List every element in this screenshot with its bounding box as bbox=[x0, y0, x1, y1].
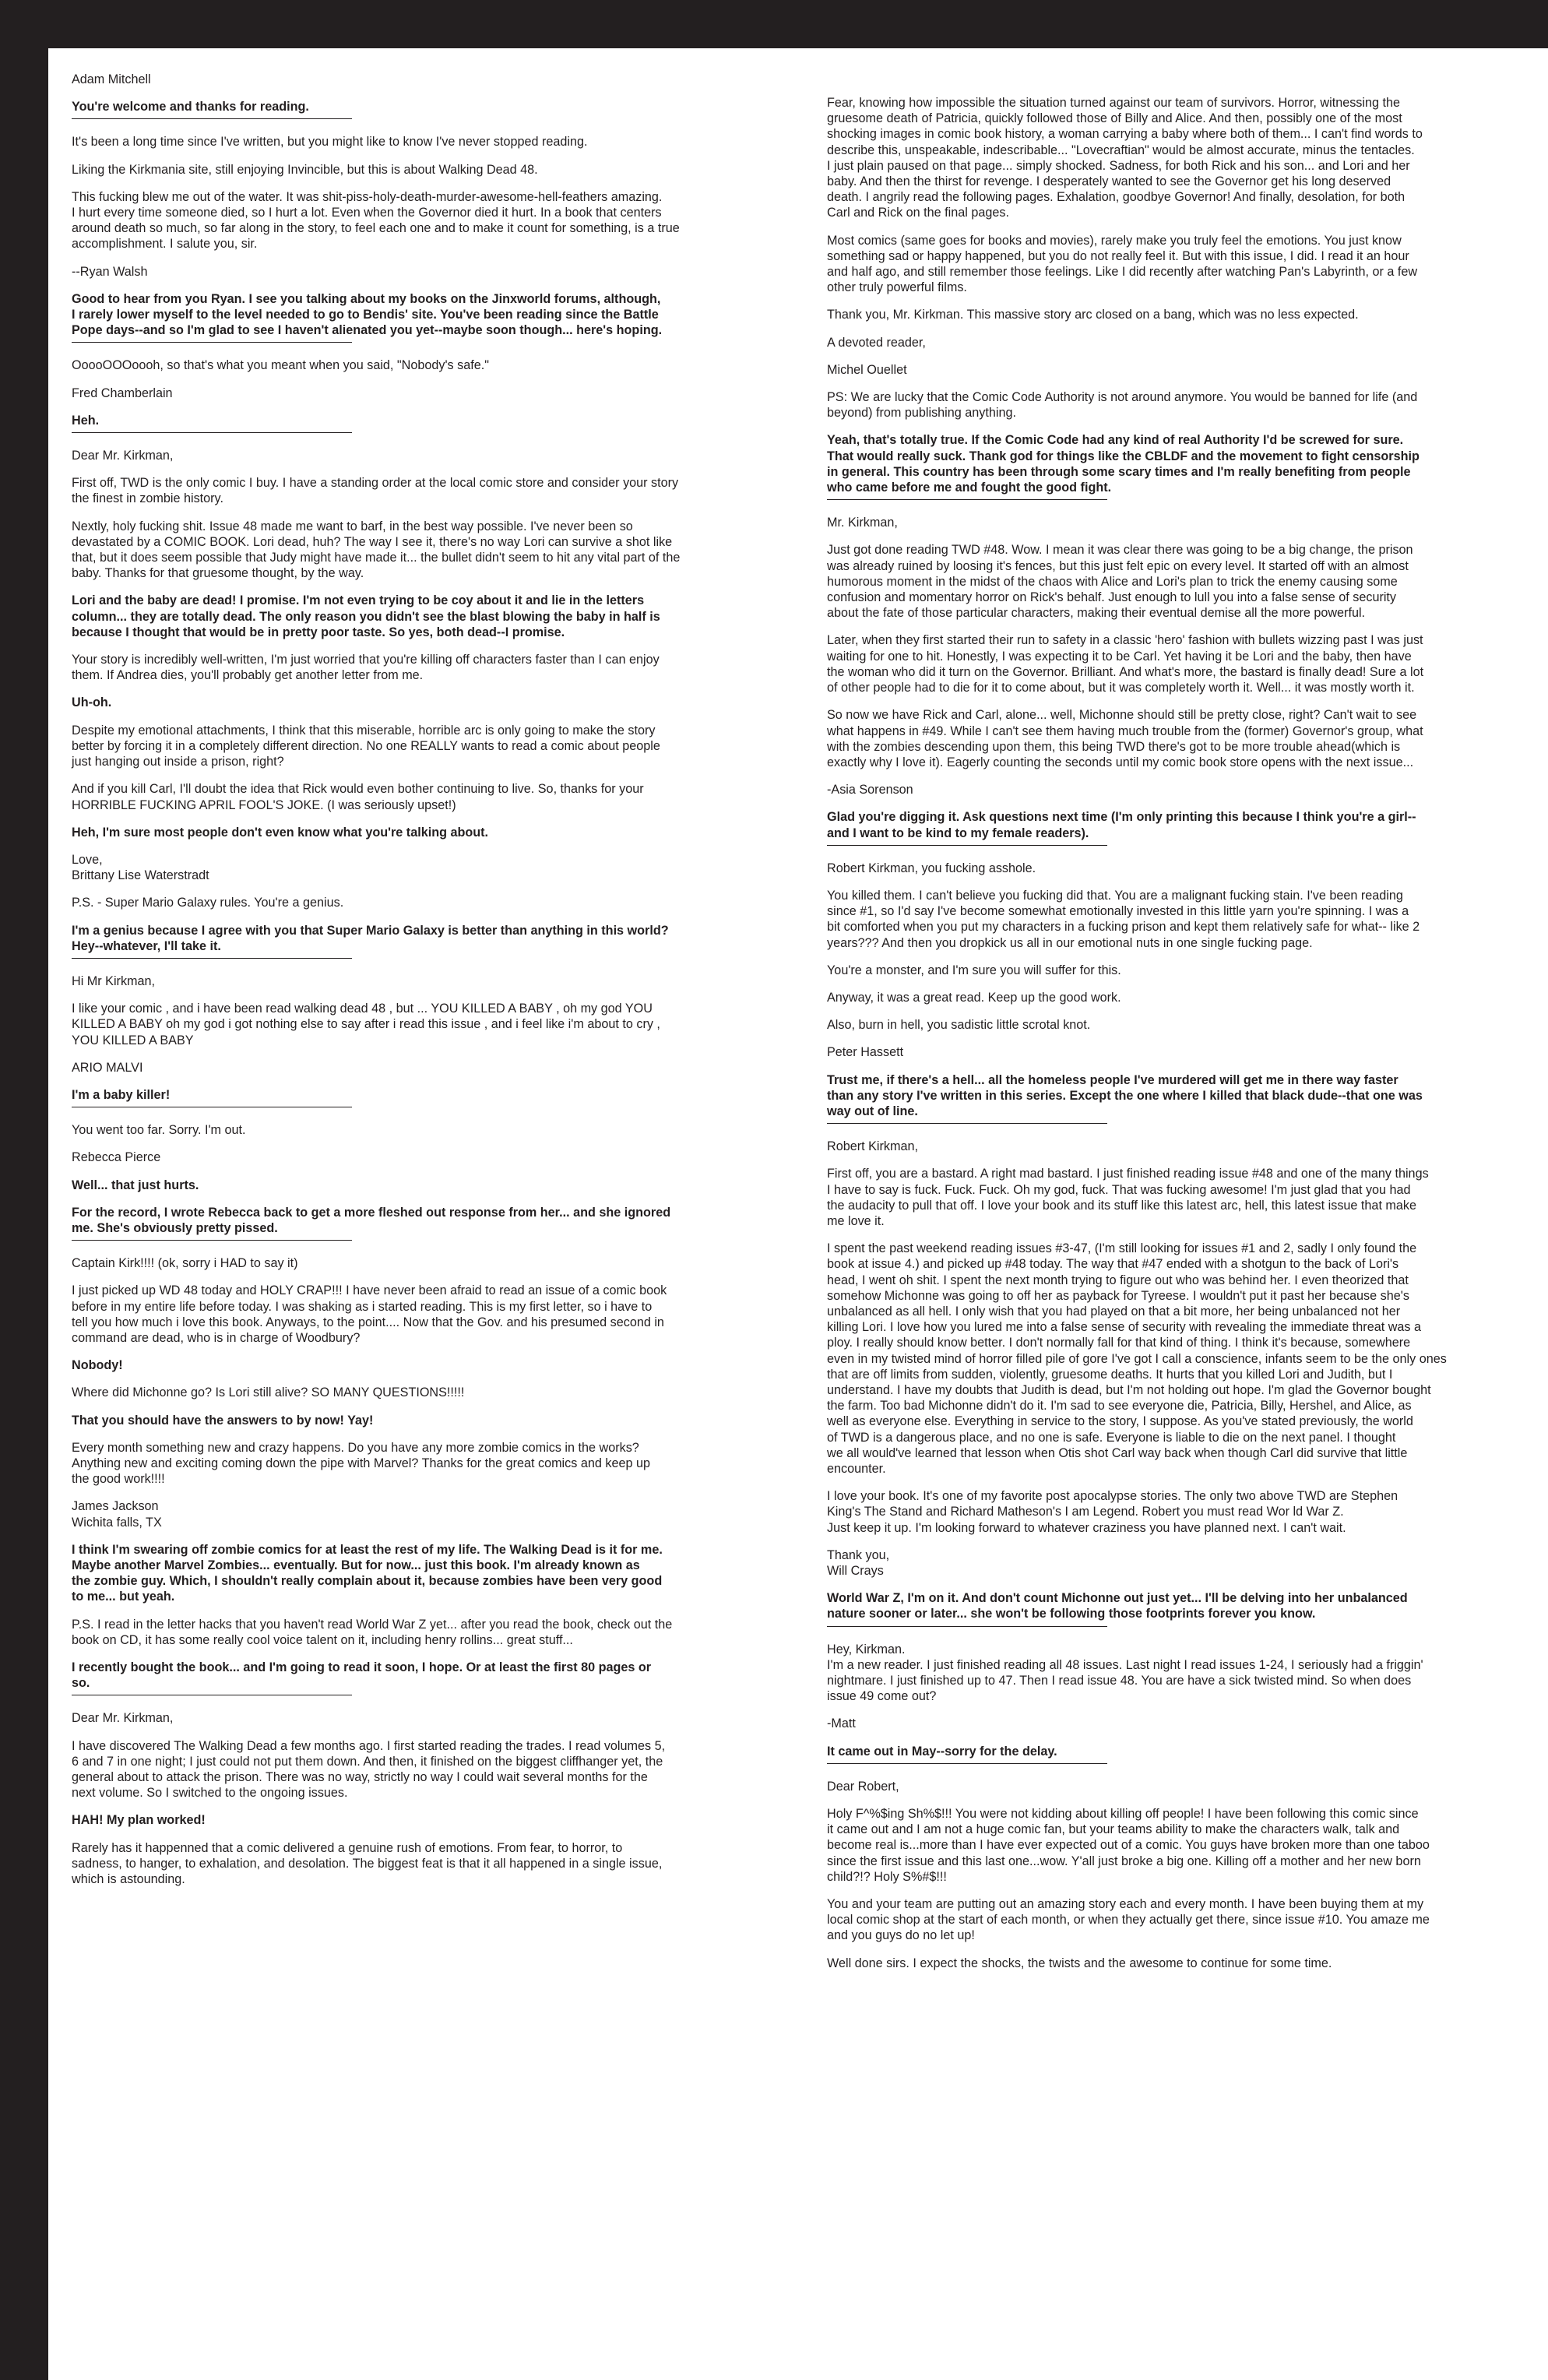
letter-paragraph: You killed them. I can't believe you fucking did that. You are a malignant fucking stain. I've been reading since #1, so I'd say I've become somewhat emotionally invested in this little yarn you're spinning. I was a bit comforted when you put my characters in a fucking prison and kept them relatively safe for what-- like 2 years??? And then you dropkick us all in our emotional nuts in one single fucking page. bbox=[827, 888, 1420, 950]
editor-reply: I'm a baby killer! bbox=[72, 1087, 171, 1102]
divider-rule bbox=[72, 958, 352, 959]
letter-paragraph: Captain Kirk!!!! (ok, sorry i HAD to say it) bbox=[72, 1256, 298, 1271]
letter-paragraph: I just picked up WD 48 today and HOLY CRAP!!! I have never been afraid to read an issue of a comic book before in my entire life before today. I was shaking as i started reading. This is my first letter, so i have to tell you how much i love this book. Anyways, to the point.... Now that the Gov. and his presumed second in command are dead, who is in charge of Woodbury? bbox=[72, 1283, 667, 1345]
editor-reply: Well... that just hurts. bbox=[72, 1178, 199, 1192]
letter-paragraph: Mr. Kirkman, bbox=[827, 516, 898, 530]
letter-paragraph: ARIO MALVI bbox=[72, 1060, 143, 1075]
letter-paragraph: Hey, Kirkman. I'm a new reader. I just finished reading all 48 issues. Last night I read issues 1-24, I seriously had a friggin' nightmare. I just finished up to 47. Then I read issue 48. You are have a sick twisted mind. So when does issue 49 come out? bbox=[827, 1642, 1423, 1704]
letter-paragraph: Love, Brittany Lise Waterstradt bbox=[72, 852, 209, 883]
letter-paragraph: A devoted reader, bbox=[827, 335, 926, 350]
letter-paragraph: Dear Robert, bbox=[827, 1779, 899, 1794]
letter-paragraph: You went too far. Sorry. I'm out. bbox=[72, 1123, 246, 1138]
letter-paragraph: First off, you are a bastard. A right mad bastard. I just finished reading issue #48 and one of the many things I have to say is fuck. Fuck. Fuck. Oh my god, fuck. That was fucking awesome! I'm just glad that you had the audacity to pull that off. I love your book and its stuff like this latest arc, hell, this latest issue that make me love it. bbox=[827, 1167, 1429, 1228]
letter-paragraph: Thank you, Mr. Kirkman. This massive story arc closed on a bang, which was no less expected. bbox=[827, 308, 1359, 322]
divider-rule bbox=[827, 499, 1107, 500]
editor-reply: I recently bought the book... and I'm going to read it soon, I hope. Or at least the first 80 pages or so. bbox=[72, 1660, 652, 1691]
letter-paragraph: Every month something new and crazy happens. Do you have any more zombie comics in the works? Anything new and exciting coming down the pipe with Marvel? Thanks for the great comics and keep up the good work!!!! bbox=[72, 1440, 650, 1487]
letter-paragraph: Robert Kirkman, you fucking asshole. bbox=[827, 861, 1036, 875]
letter-paragraph: You're a monster, and I'm sure you will suffer for this. bbox=[827, 963, 1121, 977]
editor-reply: Lori and the baby are dead! I promise. I'm not even trying to be coy about it and lie in the letters column... they are totally dead. The only reason you didn't see the blast blowing the baby in half is because I thought that would be in pretty poor taste. So yes, both dead--I promise. bbox=[72, 593, 660, 639]
letter-paragraph: Despite my emotional attachments, I think that this miserable, horrible arc is only going to make the story better by forcing it in a completely different direction. No one REALLY wants to read a comic about people just hanging out inside a prison, right? bbox=[72, 723, 660, 769]
letter-paragraph: First off, TWD is the only comic I buy. I have a standing order at the local comic store and consider your story the finest in zombie history. bbox=[72, 476, 679, 506]
editor-reply: World War Z, I'm on it. And don't count Michonne out just yet... I'll be delving into her unbalanced nature sooner or later... she won't be following those footprints forever you know. bbox=[827, 1591, 1408, 1621]
letter-paragraph: Liking the Kirkmania site, still enjoying Invincible, but this is about Walking Dead 48. bbox=[72, 162, 538, 177]
editor-reply: Uh-oh. bbox=[72, 695, 112, 710]
letter-paragraph: Nextly, holy fucking shit. Issue 48 made me want to barf, in the best way possible. I've never been so devastated by a COMIC BOOK. Lori dead, huh? The way I see it, there's no way Lori can survive a shot like that, but it does seem possible that Judy might have made it... the bullet didn't seem to hit any vital part of the baby. Thanks for that gruesome thought, by the way. bbox=[72, 519, 681, 581]
letter-paragraph: It's been a long time since I've written, but you might like to know I've never stopped reading. bbox=[72, 135, 588, 150]
letter-paragraph: Anyway, it was a great read. Keep up the good work. bbox=[827, 990, 1121, 1005]
letter-paragraph: I love your book. It's one of my favorite post apocalypse stories. The only two above TWD are Stephen King's The Stand and Richard Matheson's I am Legend. Robert you must read Wor ld War Z. Just keep it up. I'm looking forward to whatever craziness you have planned next. I can't wait. bbox=[827, 1489, 1398, 1535]
divider-rule bbox=[827, 845, 1107, 846]
letter-paragraph: So now we have Rick and Carl, alone... well, Michonne should still be pretty close, right? Can't wait to see what happens in #49. While I can't see them having much trouble from the (former) Governor's group, what with the zombies descending upon them, this being TWD there's got to be more trouble ahead(which is exactly why I love it). Eagerly counting the seconds until my comic book store opens with the next issue... bbox=[827, 708, 1423, 769]
editor-reply: Nobody! bbox=[72, 1358, 123, 1373]
left-column bbox=[72, 72, 772, 1899]
letter-paragraph: Thank you, Will Crays bbox=[827, 1547, 890, 1579]
letter-paragraph: Just got done reading TWD #48. Wow. I mean it was clear there was going to be a big change, the prison was already ruined by loosing it's fences, but this just felt epic on every level. It started off with an almost humorous moment in the midst of the chaos with Alice and Lori's plan to trick the enemy causing some confusion and momentary horror on Rick's behalf. Just enough to lull you into a false sense of security about the fate of those particular characters, making their eventual demise all the more powerful. bbox=[827, 543, 1413, 621]
letters-page bbox=[48, 48, 1548, 2380]
editor-reply: That you should have the answers to by now! Yay! bbox=[72, 1413, 374, 1428]
right-column bbox=[827, 95, 1512, 1983]
letter-paragraph: Adam Mitchell bbox=[72, 72, 151, 86]
letter-paragraph: Fred Chamberlain bbox=[72, 386, 173, 400]
letter-paragraph: Hi Mr Kirkman, bbox=[72, 973, 156, 988]
divider-rule bbox=[72, 1240, 352, 1241]
editor-reply: You're welcome and thanks for reading. bbox=[72, 100, 309, 114]
letter-paragraph: -Matt bbox=[827, 1716, 856, 1731]
letter-paragraph: Where did Michonne go? Is Lori still alive? SO MANY QUESTIONS!!!!! bbox=[72, 1385, 465, 1400]
letter-paragraph: P.S. - Super Mario Galaxy rules. You're a genius. bbox=[72, 896, 344, 910]
divider-rule bbox=[72, 432, 352, 433]
letter-paragraph: OoooOOOoooh, so that's what you meant when you said, "Nobody's safe." bbox=[72, 358, 489, 373]
editor-reply: It came out in May--sorry for the delay. bbox=[827, 1744, 1057, 1759]
letter-paragraph: I spent the past weekend reading issues #3-47, (I'm still looking for issues #1 and 2, sadly I only found the book at issue 4.) and picked up #48 today. The way that #47 ended with a shotgun to the back of Lori's head, I went oh shit. I spent the next month trying to figure out who was behind her. I even theorized that somehow Michonne was going to off her as payback for Tyreese. I wouldn't put it past her because she's unbalanced as all hell. I only wish that you had played on that a bit more, her being unbalanced not her killing Lori. I love how you lured me into a false sense of security with revealing the immediate threat was a ploy. I really should know better. I don't normally fall for that kind of thing. I think it's because, somewhere even in my twisted mind of horror filled pile of gore I've got I call a conscience, infants seem to be the only ones that are off limits from sudden, violently, gruesome deaths. It hurts that you killed Lori and Judith, but I understand. I have my doubts that Judith is dead, but I'm not holding out hope. I'm glad the Governor bought the farm. Too bad Michonne didn't do it. I'm sad to see everyone die, Patricia, Billy, Hershel, and Alice, as well as everyone else. Everything in service to the story, I suppose. As you've stated previously, the world of TWD is a dangerous place, and no one is safe. Everyone is liable to die on the next panel. I thought we all would've learned that lesson when Otis shot Carl way back when though Carl did survive that little encounter. bbox=[827, 1241, 1447, 1477]
letter-paragraph: James Jackson Wichita falls, TX bbox=[72, 1499, 162, 1530]
letter-paragraph: --Ryan Walsh bbox=[72, 264, 148, 279]
letter-paragraph: Dear Mr. Kirkman, bbox=[72, 1711, 174, 1726]
editor-reply: Good to hear from you Ryan. I see you talking about my books on the Jinxworld forums, although, I rarely lower myself to the level needed to go to Bendis' site. You've been reading since the Battle Pope days--and so I'm glad to see I haven't alienated you yet--maybe soon though... here's hoping. bbox=[72, 291, 663, 338]
letter-paragraph: And if you kill Carl, I'll doubt the idea that Rick would even bother continuing to live. So, thanks for your HORRIBLE FUCKING APRIL FOOL'S JOKE. (I was seriously upset!) bbox=[72, 782, 644, 812]
divider-rule bbox=[827, 1123, 1107, 1124]
editor-reply: Trust me, if there's a hell... all the homeless people I've murdered will get me in there way faster than any story I've written in this series. Except the one where I killed that black dude--that one was way out of line. bbox=[827, 1072, 1423, 1118]
letter-paragraph: I like your comic , and i have been read walking dead 48 , but ... YOU KILLED A BABY , oh my god YOU KILLED A BABY oh my god i got nothing else to say after i read this issue , and i feel like i'm about to cry , YOU KILLED A BABY bbox=[72, 1002, 660, 1047]
editor-reply: Glad you're digging it. Ask questions next time (I'm only printing this because I think you're a girl-- and I want to be kind to my female readers). bbox=[827, 810, 1416, 840]
editor-reply: Heh, I'm sure most people don't even know what you're talking about. bbox=[72, 825, 489, 840]
editor-reply: Yeah, that's totally true. If the Comic Code had any kind of real Authority I'd be screwed for sure. That would really suck. Thank god for things like the CBLDF and the movement to fight censorship in general. This country has been through some scary times and I'm really benefiting from people who came before me and fought the good fight. bbox=[827, 433, 1420, 495]
divider-rule bbox=[72, 118, 352, 119]
letter-paragraph: You and your team are putting out an amazing story each and every month. I have been buying them at my local comic shop at the start of each month, or when they actually get there, since issue #10. You amaze me and you guys do no let up! bbox=[827, 1897, 1430, 1943]
editor-reply: For the record, I wrote Rebecca back to get a more fleshed out response from her... and she ignored me. She's obviously pretty pissed. bbox=[72, 1205, 671, 1235]
letter-paragraph: Later, when they first started their run to safety in a classic 'hero' fashion with bullets wizzing past I was just waiting for one to hit. Honestly, I was expecting it to be Carl. Yet having it be Lori and the baby, then have the woman who did it turn on the Governor. Brilliant. And what's more, the bastard is finally dead! Sure a lot of other people had to die for it to come about, but it was completely worth it. Well... it was mostly worth it. bbox=[827, 633, 1424, 695]
letter-paragraph: P.S. I read in the letter hacks that you haven't read World War Z yet... after you read the book, check out the book on CD, it has some really cool voice talent on it, including henry rollins... great stuff... bbox=[72, 1617, 673, 1647]
divider-rule bbox=[72, 342, 352, 343]
letter-paragraph: Rarely has it happenned that a comic delivered a genuine rush of emotions. From fear, to horror, to sadness, to hanger, to exhalation, and desolation. The biggest feat is that it all happened in a single issue, which is astounding. bbox=[72, 1840, 663, 1887]
letter-paragraph: Dear Mr. Kirkman, bbox=[72, 449, 174, 463]
letter-paragraph: Michel Ouellet bbox=[827, 362, 907, 377]
editor-reply: I think I'm swearing off zombie comics for at least the rest of my life. The Walking Dead is it for me. Maybe another Marvel Zombies... eventually. But for now... just this book. I'm already known as the zombie guy. Which, I shouldn't really complain about it, because zombies have been very good to me... but yeah. bbox=[72, 1542, 663, 1604]
letter-paragraph: Well done sirs. I expect the shocks, the twists and the awesome to continue for some time. bbox=[827, 1956, 1332, 1970]
editor-reply: Heh. bbox=[72, 413, 100, 428]
divider-rule bbox=[827, 1763, 1107, 1764]
letter-paragraph: Robert Kirkman, bbox=[827, 1139, 918, 1154]
letter-paragraph: This fucking blew me out of the water. It was shit-piss-holy-death-murder-awesome-hell-feathers amazing. I hurt every time someone died, so I hurt a lot. Even when the Governor died it hurt. In a book that centers around death so much, so far along in the story, to feel each one and to make it count for something, is a true accomplishment. I salute you, sir. bbox=[72, 189, 680, 252]
letter-paragraph: -Asia Sorenson bbox=[827, 783, 913, 797]
letter-paragraph: Rebecca Pierce bbox=[72, 1150, 161, 1165]
letter-paragraph: PS: We are lucky that the Comic Code Authority is not around anymore. You would be banned for life (and beyond) from publishing anything. bbox=[827, 390, 1418, 421]
letter-paragraph: Fear, knowing how impossible the situation turned against our team of survivors. Horror, witnessing the gruesome death of Patricia, quickly followed those of Billy and Alice. And then, possibly one of the most shocking images in comic book history, a woman carrying a baby where both of them... I can't find words to describe this, unspeakable, indescribable... "Lovecraftian" would be almost accurate, minus the tentacles. I just plain paused on that page... simply shocked. Sadness, for both Rick and his son... and Lori and her baby. And then the thirst for revenge. I desperately wanted to see the Governor get his long deserved death. I angrily read the following pages. Exhalation, goodbye Governor! And finally, desolation, for both Carl and Rick on the final pages. bbox=[827, 96, 1423, 220]
letter-paragraph: I have discovered The Walking Dead a few months ago. I first started reading the trades. I read volumes 5, 6 and 7 in one night; I just could not put them down. And then, it finished on the biggest cliffhanger yet, the general about to attack the prison. There was no way, strictly no way I could wait several months for the next volume. So I switched to the ongoing issues. bbox=[72, 1738, 666, 1801]
editor-reply: I'm a genius because I agree with you that Super Mario Galaxy is better than anything in this world? Hey--whatever, I'll take it. bbox=[72, 923, 669, 953]
letter-paragraph: Most comics (same goes for books and movies), rarely make you truly feel the emotions. You just know something sad or happy happened, but you do not really feel it. But with this issue, I did. I read it an hour and half ago, and still remember those feelings. Like I did recently after watching Pan's Labyrinth, or a few other truly powerful films. bbox=[827, 233, 1418, 295]
letter-paragraph: Your story is incredibly well-written, I'm just worried that you're killing off characters faster than I can enjoy them. If Andrea dies, you'll probably get another letter from me. bbox=[72, 653, 660, 683]
divider-rule bbox=[827, 1626, 1107, 1627]
letter-paragraph: Peter Hassett bbox=[827, 1045, 904, 1060]
letter-paragraph: Holy F^%$ing Sh%$!!! You were not kidding about killing off people! I have been following this comic since it came out and I am not a huge comic fan, but your teams ability to make the characters walk, talk and become real is...more than I have ever expected out of a comic. You guys have broken more than one taboo since the first issue and this last one...wow. Y'all just broke a big one. Killing off a mother and her new born child?!? Holy S%#$!!! bbox=[827, 1807, 1430, 1884]
editor-reply: HAH! My plan worked! bbox=[72, 1813, 206, 1828]
letter-paragraph: Also, burn in hell, you sadistic little scrotal knot. bbox=[827, 1018, 1091, 1033]
